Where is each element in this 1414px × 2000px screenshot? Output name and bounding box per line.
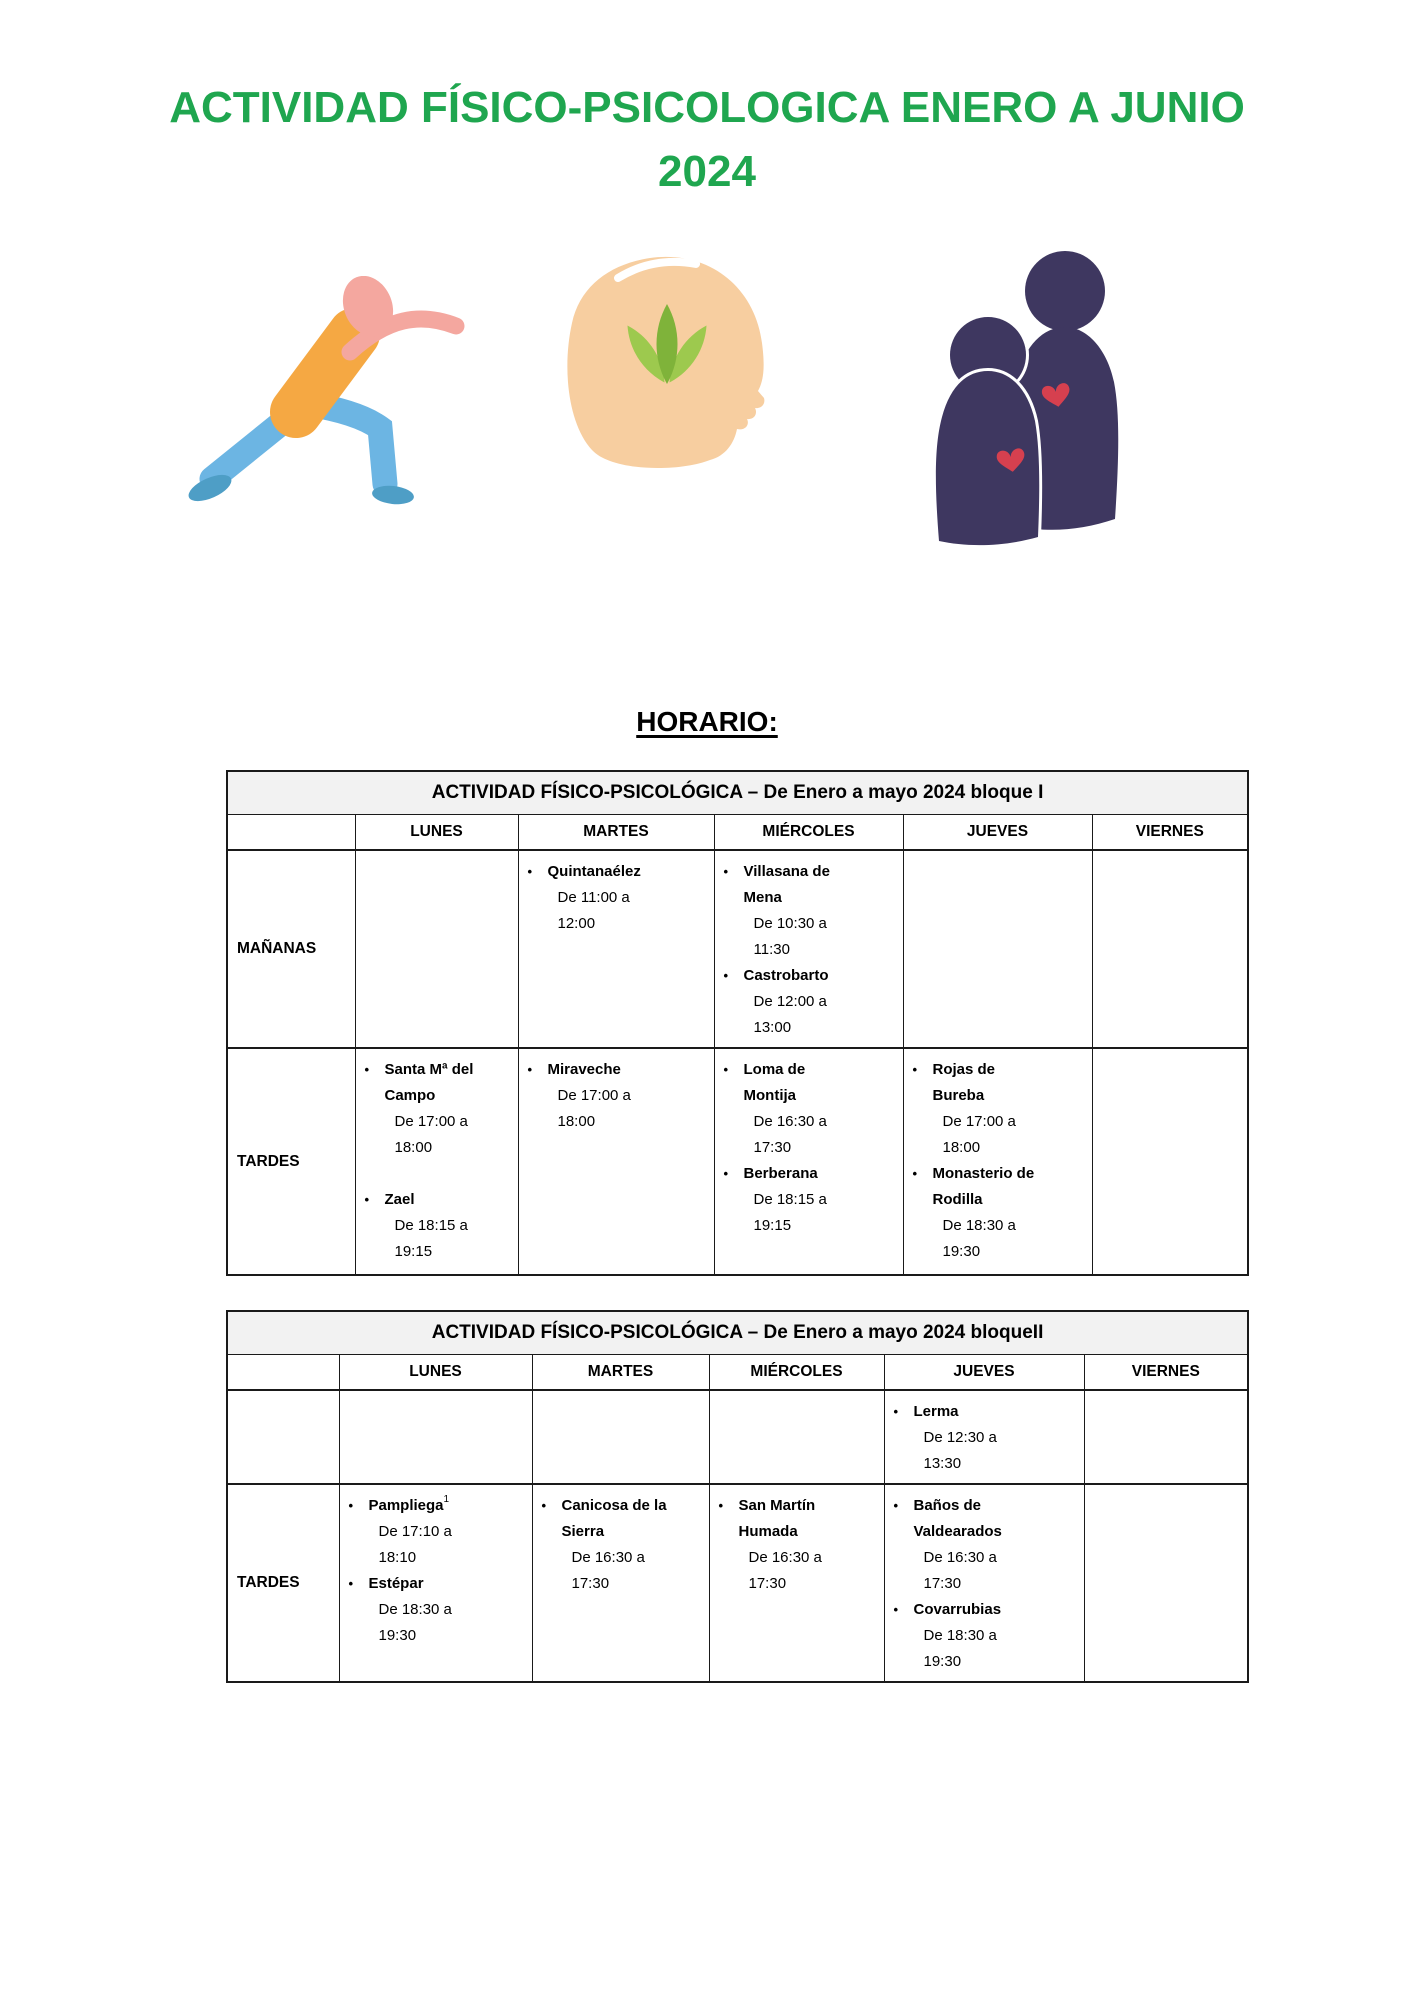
cell-t2-jueves [884, 1484, 1084, 1682]
event-location-name [542, 1493, 706, 1545]
event-time: De 12:30 a 13:30 [923, 1429, 997, 1472]
event-location-name [894, 1493, 1081, 1545]
event-time: De 18:30 a 19:30 [942, 1217, 1016, 1260]
location-text: Miraveche [547, 1061, 621, 1078]
schedule-table-block1 [226, 770, 1249, 1276]
event-location-name [913, 1161, 1089, 1213]
event-time: De 10:30 a 11:30 [753, 915, 827, 958]
col-miercoles: MIÉRCOLES [714, 815, 903, 851]
schedule-event [528, 859, 711, 937]
event-time: De 17:10 a 18:10 [378, 1523, 452, 1566]
page-title-line2: 2024 [658, 147, 756, 196]
col-viernes: VIERNES [1092, 815, 1248, 851]
schedule-event [913, 1161, 1089, 1265]
cell-mananas-jueves [903, 850, 1092, 1048]
location-text: Santa Mª del Campo [384, 1061, 474, 1104]
cell-mananas-martes [518, 850, 714, 1048]
event-location-name [894, 1399, 1081, 1425]
event-time: De 17:00 a 18:00 [942, 1113, 1016, 1156]
col-lunes: LUNES [339, 1355, 532, 1391]
footnote-marker: 1 [443, 1494, 450, 1505]
location-text: Rojas de Bureba [932, 1061, 996, 1104]
location-text: Pampliega [368, 1497, 444, 1514]
location-text: Lerma [913, 1403, 959, 1420]
event-location-name [913, 1057, 1089, 1109]
row-label-tardes: TARDES [227, 1048, 355, 1275]
stretching-person-icon [182, 276, 467, 511]
location-text: Quintanaélez [547, 863, 641, 880]
table1-title-row [227, 771, 1248, 815]
schedule-event [724, 859, 900, 963]
cell-m2-viernes [1084, 1390, 1248, 1484]
schedule-heading: HORARIO: [636, 706, 778, 737]
event-time: De 16:30 a 17:30 [923, 1549, 997, 1592]
bullet-icon: • [893, 1498, 899, 1513]
cell-m2-martes [532, 1390, 709, 1484]
page-title-line1: ACTIVIDAD FÍSICO-PSICOLOGICA ENERO A JUNIO [169, 83, 1245, 132]
table2-day-header-row [227, 1355, 1248, 1391]
bullet-icon: • [912, 1166, 918, 1181]
cell-tardes-martes [518, 1048, 714, 1275]
col-martes: MARTES [532, 1355, 709, 1391]
schedule-event [349, 1571, 529, 1649]
col-jueves: JUEVES [884, 1355, 1084, 1391]
event-location-name [528, 859, 711, 885]
bullet-icon: • [364, 1192, 370, 1207]
col-miercoles: MIÉRCOLES [709, 1355, 884, 1391]
location-text: Monasterio de Rodilla [932, 1165, 1035, 1208]
schedule-event [894, 1597, 1081, 1675]
bullet-icon: • [893, 1404, 899, 1419]
front-figure [936, 317, 1039, 545]
bullet-icon: • [718, 1498, 724, 1513]
cell-mananas-miercoles [714, 850, 903, 1048]
cell-tardes-viernes [1092, 1048, 1248, 1275]
schedule-event [542, 1493, 706, 1597]
event-time: De 18:15 a 19:15 [394, 1217, 468, 1260]
event-time: De 16:30 a 17:30 [753, 1113, 827, 1156]
location-text: San Martín Humada [738, 1497, 816, 1540]
event-location-name [724, 1161, 900, 1187]
event-location-name [349, 1493, 529, 1519]
event-time: De 11:00 a 12:00 [557, 889, 630, 932]
event-time: De 16:30 a 17:30 [748, 1549, 822, 1592]
bullet-icon: • [527, 1062, 533, 1077]
event-time: De 18:15 a 19:15 [753, 1191, 827, 1234]
event-location-name [724, 859, 900, 911]
event-location-name [719, 1493, 881, 1545]
row-tardes [227, 1048, 1248, 1275]
bullet-icon: • [364, 1062, 370, 1077]
location-text: Villasana de Mena [743, 863, 830, 906]
row-tardes2 [227, 1484, 1248, 1682]
location-text: Baños de Valdearados [913, 1497, 1002, 1540]
event-time: De 18:30 a 19:30 [923, 1627, 997, 1670]
schedule-event [894, 1399, 1081, 1477]
col-martes: MARTES [518, 815, 714, 851]
cell-mananas-viernes [1092, 850, 1248, 1048]
schedule-event [365, 1057, 515, 1161]
cell-t2-miercoles [709, 1484, 884, 1682]
event-location-name [528, 1057, 711, 1083]
location-text: Zael [384, 1191, 415, 1208]
schedule-event [719, 1493, 881, 1597]
schedule-event [365, 1187, 515, 1265]
schedule-event [724, 1161, 900, 1239]
event-time: De 12:00 a 13:00 [753, 993, 827, 1036]
location-text: Canicosa de la Sierra [561, 1497, 667, 1540]
bullet-icon: • [348, 1498, 354, 1513]
two-people-hearts-icon [903, 247, 1143, 547]
schedule-event [894, 1493, 1081, 1597]
event-location-name [724, 963, 900, 989]
event-location-name [894, 1597, 1081, 1623]
bullet-icon: • [723, 864, 729, 879]
location-text: Berberana [743, 1165, 818, 1182]
table2-title: ACTIVIDAD FÍSICO-PSICOLÓGICA – De Enero a mayo 2024 bloqueII [227, 1311, 1248, 1355]
table1-title: ACTIVIDAD FÍSICO-PSICOLÓGICA – De Enero a mayo 2024 bloque I [227, 771, 1248, 815]
schedule-event [528, 1057, 711, 1135]
row-label-mananas: MAÑANAS [227, 850, 355, 1048]
event-location-name [365, 1187, 515, 1213]
illustrations [0, 0, 1414, 560]
table1-day-header-row [227, 815, 1248, 851]
bullet-icon: • [893, 1602, 899, 1617]
col-viernes: VIERNES [1084, 1355, 1248, 1391]
location-text: Loma de Montija [743, 1061, 806, 1104]
cell-t2-lunes [339, 1484, 532, 1682]
row-mananas [227, 850, 1248, 1048]
col-jueves: JUEVES [903, 815, 1092, 851]
cell-t2-martes [532, 1484, 709, 1682]
cell-tardes-jueves [903, 1048, 1092, 1275]
cell-m2-jueves [884, 1390, 1084, 1484]
cell-tardes-lunes [355, 1048, 518, 1275]
corner-cell [227, 1355, 339, 1391]
bullet-icon: • [912, 1062, 918, 1077]
row-label-tardes2: TARDES [227, 1484, 339, 1682]
event-time: De 16:30 a 17:30 [571, 1549, 645, 1592]
table2-title-row [227, 1311, 1248, 1355]
schedule-event [349, 1493, 529, 1571]
cell-m2-miercoles [709, 1390, 884, 1484]
cell-tardes-miercoles [714, 1048, 903, 1275]
col-lunes: LUNES [355, 815, 518, 851]
event-location-name [349, 1571, 529, 1597]
schedule-event [724, 963, 900, 1041]
bullet-icon: • [723, 1166, 729, 1181]
location-text: Covarrubias [913, 1601, 1002, 1618]
schedule-table-block2 [226, 1310, 1249, 1683]
cell-mananas-lunes [355, 850, 518, 1048]
location-text: Castrobarto [743, 967, 829, 984]
schedule-event [913, 1057, 1089, 1161]
row-mananas2 [227, 1390, 1248, 1484]
head-with-leaves-icon [550, 248, 790, 470]
bullet-icon: • [527, 864, 533, 879]
event-time: De 17:00 a 18:00 [394, 1113, 468, 1156]
event-location-name [724, 1057, 900, 1109]
cell-t2-viernes [1084, 1484, 1248, 1682]
cell-m2-lunes [339, 1390, 532, 1484]
location-text: Estépar [368, 1575, 424, 1592]
bullet-icon: • [348, 1576, 354, 1591]
row-label-empty [227, 1390, 339, 1484]
bullet-icon: • [541, 1498, 547, 1513]
event-time: De 18:30 a 19:30 [378, 1601, 452, 1644]
event-location-name [365, 1057, 515, 1109]
bullet-icon: • [723, 968, 729, 983]
event-time: De 17:00 a 18:00 [557, 1087, 631, 1130]
corner-cell [227, 815, 355, 851]
schedule-event [724, 1057, 900, 1161]
bullet-icon: • [723, 1062, 729, 1077]
